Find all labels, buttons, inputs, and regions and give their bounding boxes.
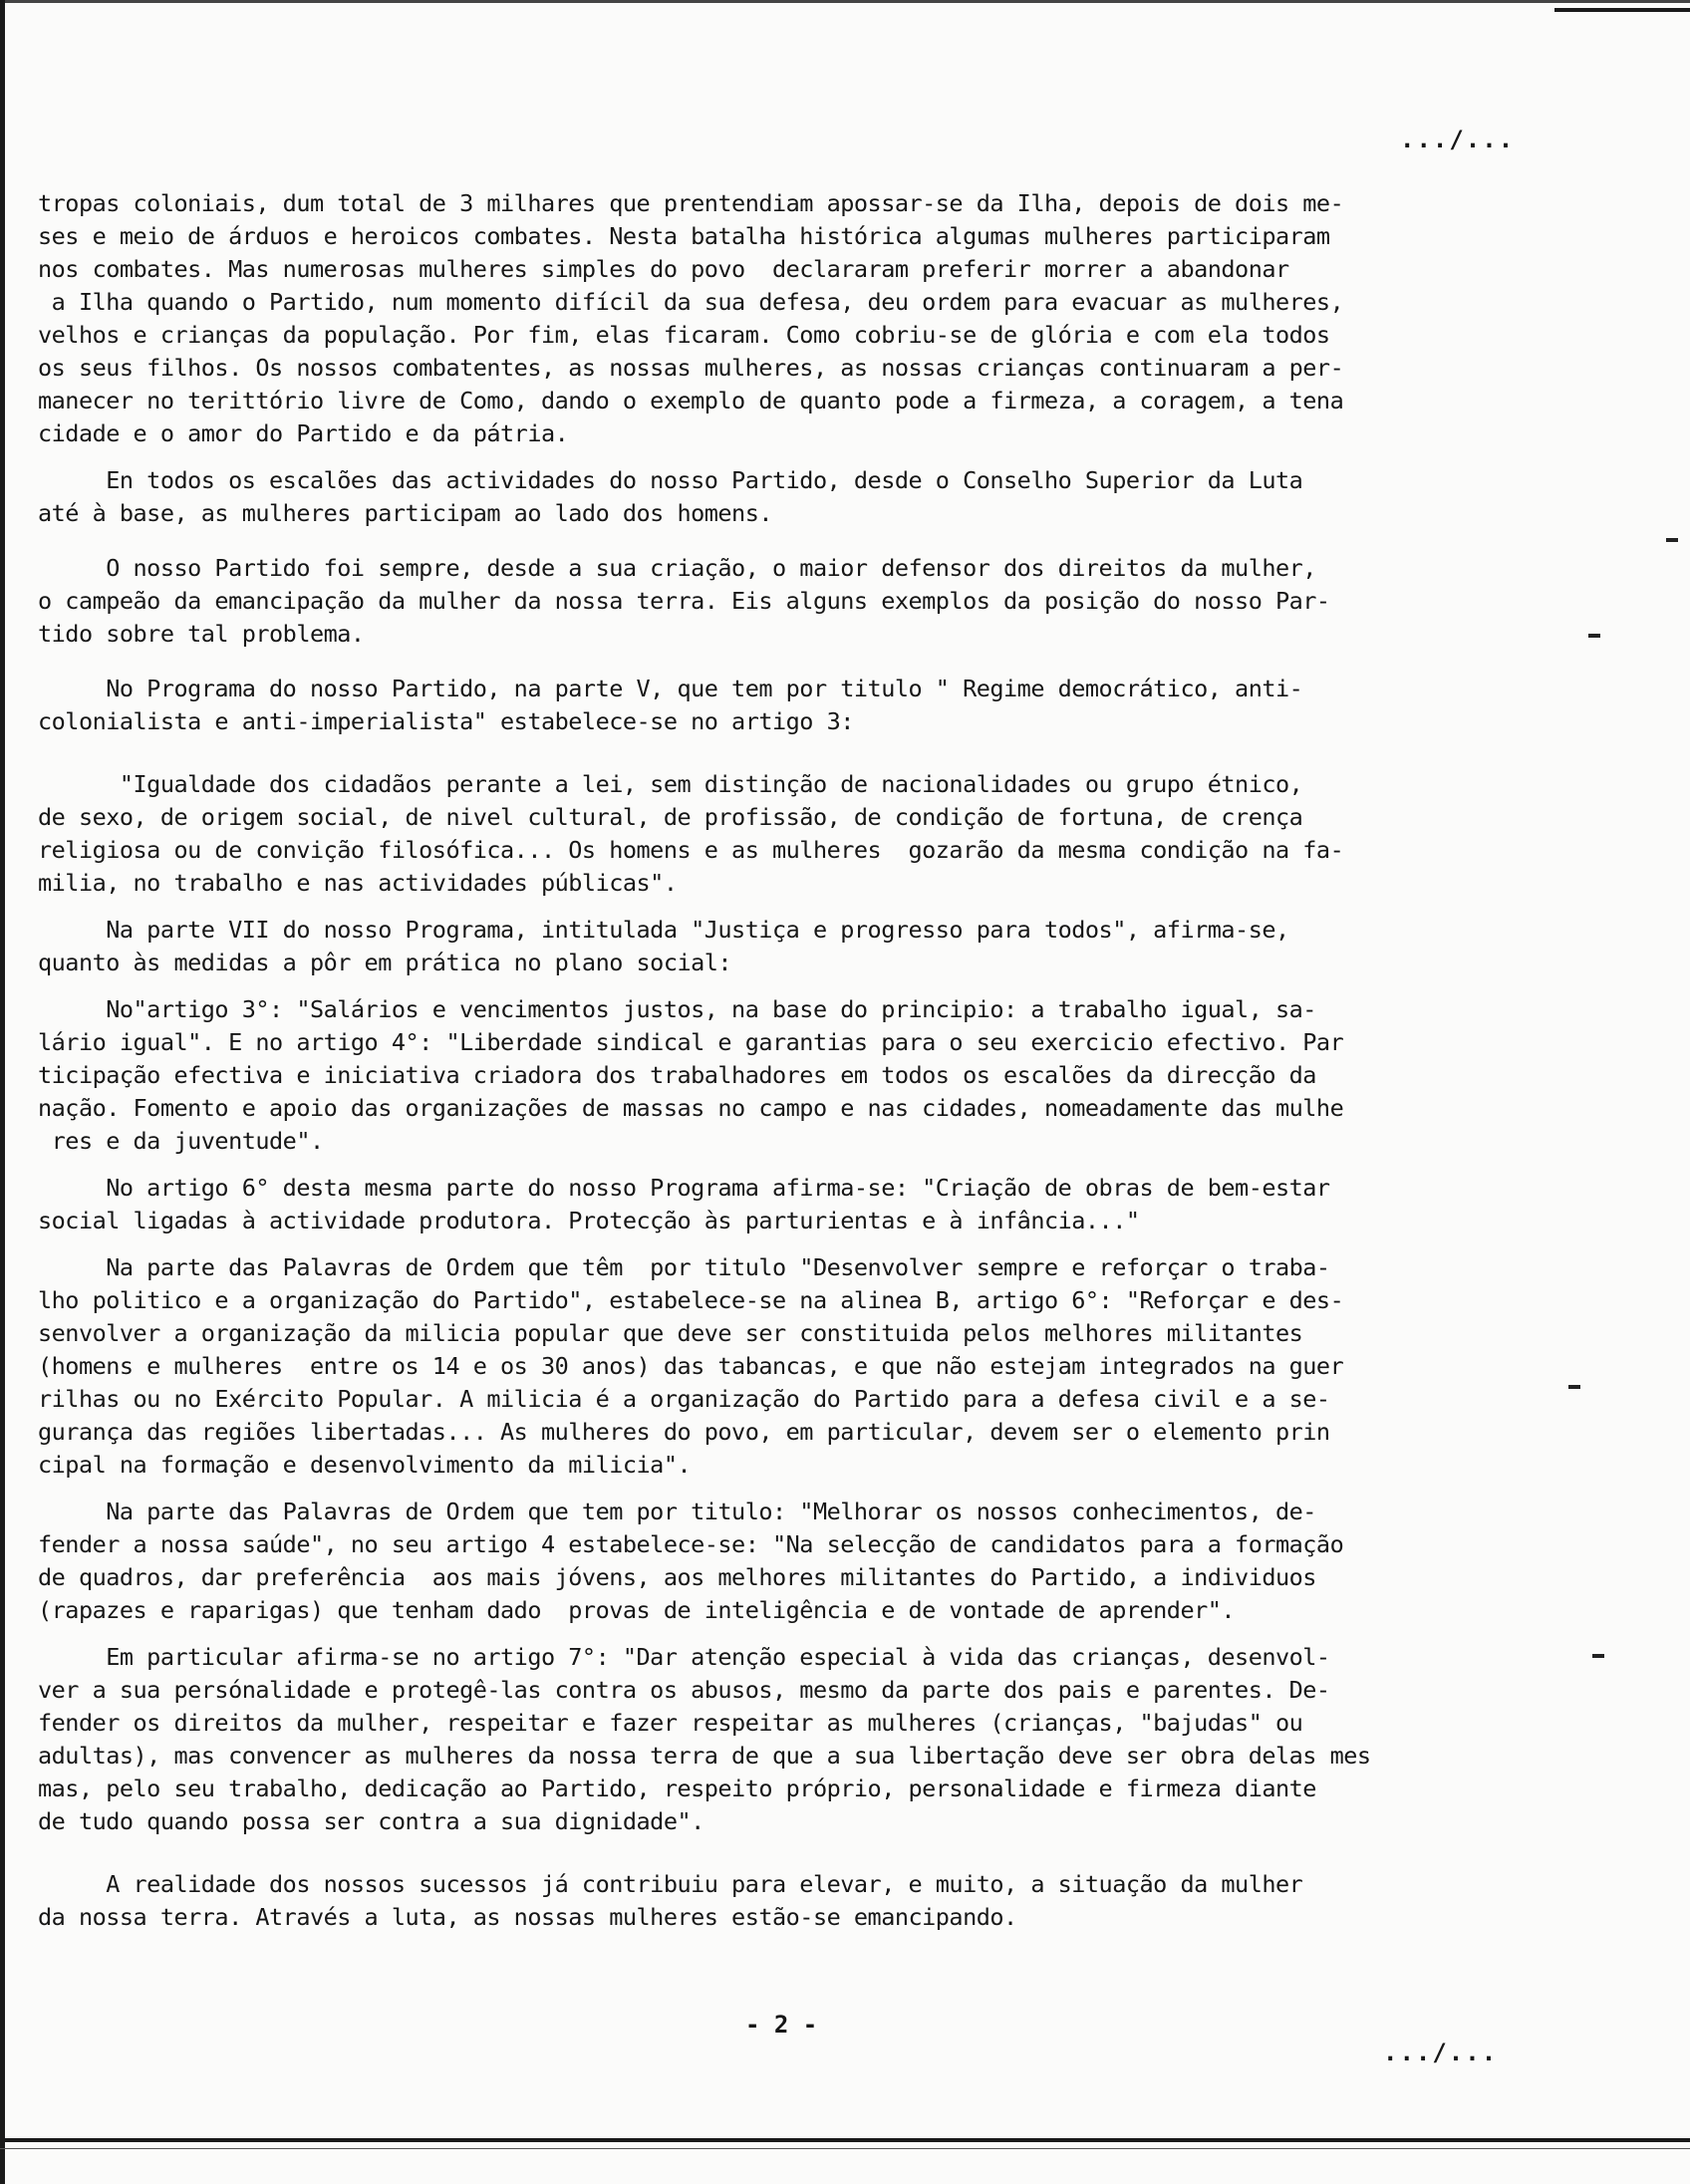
text-line: manecer no terittório livre de Como, dando o exemplo de quanto pode a firmeza, a coragem, a tena (38, 387, 1344, 414)
text-line: de sexo, de origem social, de nivel cultural, de profissão, de condição de fortuna, de crença (38, 803, 1303, 831)
paragraph (38, 187, 1552, 450)
text-line: "Igualdade dos cidadãos perante a lei, sem distinção de nacionalidades ou grupo étnico, (38, 770, 1303, 798)
paragraph (38, 1251, 1552, 1482)
text-line: No"artigo 3°: "Salários e vencimentos justos, na base do principio: a trabalho igual, sa- (38, 995, 1316, 1023)
page-bottom-thin-edge (0, 2148, 1690, 2149)
paragraph-gap (38, 1158, 1552, 1172)
text-line: fender a nossa saúde", no seu artigo 4 estabelece-se: "Na selecção de candidatos para a formação (38, 1530, 1344, 1558)
paragraph-gap (38, 530, 1552, 552)
paragraph (38, 768, 1552, 900)
page-top-edge (0, 0, 1690, 3)
text-line: adultas), mas convencer as mulheres da nossa terra de que a sua libertação deve ser obra delas mes (38, 1742, 1371, 1770)
continuation-marker-bottom: .../... (1383, 2039, 1499, 2066)
text-line: os seus filhos. Os nossos combatentes, as nossas mulheres, as nossas crianças continuaram a per- (38, 354, 1344, 382)
text-line: nos combates. Mas numerosas mulheres simples do povo declararam preferir morrer a abandonar (38, 255, 1289, 283)
text-line: mas, pelo seu trabalho, dedicação ao Partido, respeito próprio, personalidade e firmeza diante (38, 1774, 1316, 1802)
paragraph (38, 1172, 1552, 1237)
text-line: res e da juventude". (38, 1127, 324, 1155)
paragraph (38, 1641, 1552, 1838)
text-line: cipal na formação e desenvolvimento da milicia". (38, 1451, 692, 1479)
scan-mark (1588, 634, 1600, 638)
text-line: lário igual". E no artigo 4°: "Liberdade sindical e garantias para o seu exercicio efectivo. Par (38, 1028, 1344, 1056)
text-line: velhos e crianças da população. Por fim, elas ficaram. Como cobriu-se de glória e com ela todos (38, 321, 1330, 349)
text-line: Na parte VII do nosso Programa, intitulada "Justiça e progresso para todos", afirma-se, (38, 916, 1289, 944)
paragraph (38, 914, 1552, 979)
text-line: fender os direitos da mulher, respeitar e fazer respeitar as mulheres (crianças, "bajudas" ou (38, 1709, 1303, 1737)
paragraph-gap (38, 1237, 1552, 1251)
paragraph-gap (38, 450, 1552, 464)
text-line: até à base, as mulheres participam ao lado dos homens. (38, 499, 773, 527)
text-line: tropas coloniais, dum total de 3 milhares que prentendiam apossar-se da Ilha, depois de dois me- (38, 189, 1344, 217)
paragraph (38, 993, 1552, 1158)
text-line: de tudo quando possa ser contra a sua dignidade". (38, 1807, 704, 1835)
text-line: lho politico e a organização do Partido", estabelece-se na alinea B, artigo 6°: "Reforçar e des- (38, 1286, 1344, 1314)
text-line: de quadros, dar preferência aos mais jóvens, aos melhores militantes do Partido, a individuos (38, 1563, 1316, 1591)
paragraph (38, 464, 1552, 530)
text-line: (rapazes e raparigas) que tenham dado provas de inteligência e de vontade de aprender". (38, 1596, 1236, 1624)
scan-mark (1592, 1654, 1604, 1658)
text-line: quanto às medidas a pôr em prática no plano social: (38, 949, 732, 976)
text-line: senvolver a organização da milicia popular que deve ser constituida pelos melhores militantes (38, 1319, 1303, 1347)
text-line: social ligadas à actividade produtora. Protecção às parturientas e à infância..." (38, 1207, 1140, 1234)
text-line: religiosa ou de convição filosófica... Os homens e as mulheres gozarão da mesma condição na fa- (38, 836, 1344, 864)
scan-mark (1568, 1385, 1580, 1389)
text-line: No Programa do nosso Partido, na parte V, que tem por titulo " Regime democrático, anti- (38, 675, 1303, 702)
text-line: gurança das regiões libertadas... As mulheres do povo, em particular, devem ser o elemento prin (38, 1418, 1330, 1446)
paragraph-gap (38, 651, 1552, 673)
text-line: ses e meio de árduos e heroicos combates. Nesta batalha histórica algumas mulheres participaram (38, 222, 1330, 250)
text-line: O nosso Partido foi sempre, desde a sua criação, o maior defensor dos direitos da mulher, (38, 554, 1316, 582)
text-line: Na parte das Palavras de Ordem que tem por titulo: "Melhorar os nossos conhecimentos, de- (38, 1498, 1316, 1525)
text-line: (homens e mulheres entre os 14 e os 30 anos) das tabancas, e que não estejam integrados na guer (38, 1352, 1344, 1380)
paragraph-gap (38, 1838, 1552, 1868)
page-left-edge (0, 0, 5, 2184)
document-body (38, 187, 1552, 1934)
text-line: colonialista e anti-imperialista" estabelece-se no artigo 3: (38, 707, 854, 735)
paragraph (38, 673, 1552, 738)
paragraph (38, 1868, 1552, 1934)
page-bottom-edge (0, 2138, 1690, 2142)
paragraph-gap (38, 1627, 1552, 1641)
text-line: Na parte das Palavras de Ordem que têm por titulo "Desenvolver sempre e reforçar o traba- (38, 1253, 1330, 1281)
text-line: En todos os escalões das actividades do nosso Partido, desde o Conselho Superior da Luta (38, 466, 1303, 494)
text-line: nação. Fomento e apoio das organizações de massas no campo e nas cidades, nomeadamente das mulhe (38, 1094, 1344, 1122)
text-line: cidade e o amor do Partido e da pátria. (38, 419, 569, 447)
paragraph-gap (38, 979, 1552, 993)
paragraph-gap (38, 738, 1552, 768)
text-line: tido sobre tal problema. (38, 620, 365, 648)
paragraph (38, 552, 1552, 651)
page-number: - 2 - (745, 2011, 818, 2039)
text-line: ticipação efectiva e iniciativa criadora dos trabalhadores em todos os escalões da direcção da (38, 1061, 1316, 1089)
text-line: a Ilha quando o Partido, num momento difícil da sua defesa, deu ordem para evacuar as mulheres, (38, 288, 1344, 316)
text-line: No artigo 6° desta mesma parte do nosso Programa afirma-se: "Criação de obras de bem-estar (38, 1174, 1330, 1202)
text-line: Em particular afirma-se no artigo 7°: "Dar atenção especial à vida das crianças, desenvol- (38, 1643, 1330, 1671)
text-line: da nossa terra. Através a luta, as nossas mulheres estão-se emancipando. (38, 1903, 1017, 1931)
text-line: milia, no trabalho e nas actividades públicas". (38, 869, 678, 897)
continuation-marker-top: .../... (1400, 126, 1516, 153)
text-line: rilhas ou no Exército Popular. A milicia é a organização do Partido para a defesa civil e a se- (38, 1385, 1330, 1413)
scan-mark (1666, 538, 1678, 542)
text-line: o campeão da emancipação da mulher da nossa terra. Eis alguns exemplos da posição do nosso Par- (38, 587, 1330, 615)
paragraph-gap (38, 1482, 1552, 1496)
text-line: A realidade dos nossos sucessos já contribuiu para elevar, e muito, a situação da mulher (38, 1870, 1303, 1898)
page-top-right-edge (1554, 8, 1690, 12)
paragraph-gap (38, 900, 1552, 914)
paragraph (38, 1496, 1552, 1627)
text-line: ver a sua persónalidade e protegê-las contra os abusos, mesmo da parte dos pais e parentes. De- (38, 1676, 1330, 1704)
